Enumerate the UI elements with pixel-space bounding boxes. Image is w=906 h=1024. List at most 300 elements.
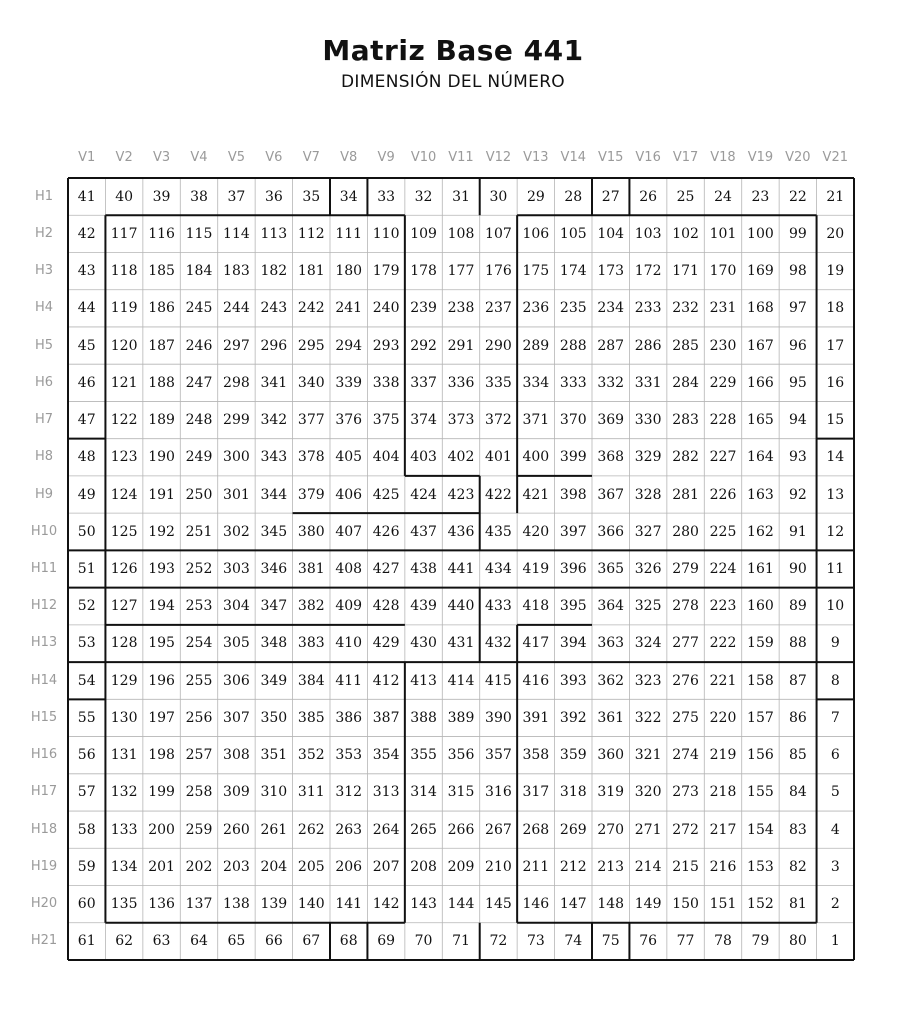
matrix-cell: 353 [335, 747, 363, 764]
matrix-cell: 200 [148, 821, 175, 838]
matrix-cell: 37 [227, 188, 246, 205]
matrix-cell: 373 [447, 412, 475, 429]
column-label: V8 [340, 150, 358, 165]
matrix-cell: 206 [335, 858, 363, 875]
matrix-cell: 215 [672, 858, 699, 875]
matrix-cell: 345 [260, 523, 288, 540]
matrix-cell: 434 [485, 560, 512, 577]
matrix-cell: 14 [826, 449, 845, 466]
matrix-cell: 82 [788, 858, 807, 875]
matrix-cell: 360 [597, 747, 625, 764]
matrix-cell: 150 [672, 896, 699, 913]
matrix-cell: 346 [260, 560, 288, 577]
matrix-cell: 78 [714, 933, 732, 950]
matrix-cell: 118 [110, 263, 138, 280]
matrix-cell: 417 [522, 635, 550, 652]
matrix-cell: 67 [302, 933, 321, 950]
matrix-cell: 328 [634, 486, 662, 503]
row-label: H16 [30, 747, 58, 763]
matrix-cell: 28 [564, 188, 583, 205]
matrix-cell: 177 [447, 263, 475, 280]
matrix-cell: 202 [185, 858, 213, 875]
matrix-cell: 389 [447, 709, 475, 726]
matrix-cell: 421 [522, 486, 550, 503]
matrix-cell: 23 [751, 188, 770, 205]
matrix-cell: 311 [297, 784, 325, 801]
matrix-cell: 263 [335, 821, 363, 838]
matrix-cell: 193 [148, 560, 175, 577]
matrix-cell: 255 [185, 672, 213, 689]
matrix-cell: 18 [826, 300, 845, 317]
matrix-cell: 271 [634, 821, 662, 838]
matrix-cell: 188 [148, 374, 175, 391]
matrix-cell: 406 [335, 486, 363, 503]
matrix-cell: 247 [185, 374, 213, 391]
column-label: V6 [265, 150, 283, 165]
matrix-cell: 66 [264, 933, 283, 950]
matrix-cell: 240 [372, 300, 400, 317]
matrix-cell: 298 [223, 374, 250, 391]
matrix-cell: 212 [559, 858, 587, 875]
matrix-cell: 436 [447, 523, 475, 540]
matrix-cell: 359 [559, 747, 587, 764]
row-label: H6 [34, 374, 54, 390]
matrix-cell: 197 [148, 709, 175, 726]
matrix-cell: 393 [559, 672, 587, 689]
row-label: H18 [30, 821, 58, 837]
matrix-cell: 440 [447, 598, 475, 615]
matrix-cell: 369 [597, 412, 625, 429]
matrix-cell: 407 [335, 523, 363, 540]
matrix-cell: 265 [410, 821, 437, 838]
matrix-cell: 198 [148, 747, 175, 764]
matrix-cell: 16 [826, 374, 845, 391]
matrix-cell: 361 [597, 709, 625, 726]
matrix-cell: 388 [410, 709, 437, 726]
matrix-cell: 83 [788, 821, 807, 838]
matrix-cell: 79 [751, 933, 770, 950]
matrix-cell: 172 [634, 263, 662, 280]
matrix-cell: 159 [747, 635, 774, 652]
matrix-cell: 357 [485, 747, 512, 764]
matrix-cell: 43 [77, 263, 96, 280]
matrix-cell: 284 [672, 374, 699, 391]
matrix-cell: 410 [335, 635, 363, 652]
column-label: V19 [747, 150, 774, 165]
matrix-cell: 401 [485, 449, 512, 466]
matrix-cell: 35 [302, 188, 321, 205]
matrix-cell: 138 [223, 896, 250, 913]
matrix-cell: 106 [522, 225, 550, 242]
matrix-cell: 24 [714, 188, 732, 205]
matrix-cell: 112 [297, 225, 325, 242]
matrix-cell: 86 [788, 709, 807, 726]
matrix-cell: 154 [747, 821, 774, 838]
matrix-cell: 207 [372, 858, 400, 875]
matrix-cell: 8 [830, 672, 840, 689]
matrix-cell: 291 [447, 337, 475, 354]
matrix-cell: 286 [634, 337, 662, 354]
row-label: H4 [34, 300, 54, 316]
matrix-cell: 275 [672, 709, 699, 726]
matrix-cell: 160 [747, 598, 774, 615]
matrix-cell: 203 [223, 858, 250, 875]
matrix-cell: 47 [77, 412, 96, 429]
matrix-cell: 372 [485, 412, 512, 429]
matrix-cell: 124 [110, 486, 138, 503]
matrix-cell: 404 [372, 449, 400, 466]
matrix-cell: 146 [522, 896, 550, 913]
matrix-cell: 288 [559, 337, 587, 354]
matrix-cell: 184 [185, 263, 213, 280]
matrix-cell: 90 [788, 560, 807, 577]
matrix-cell: 371 [522, 412, 550, 429]
page-title: Matriz Base 441 [322, 34, 584, 67]
row-label: H9 [34, 486, 54, 502]
matrix-cell: 180 [335, 263, 363, 280]
matrix-cell: 225 [709, 523, 737, 540]
matrix-cell: 308 [223, 747, 250, 764]
matrix-cell: 145 [485, 896, 512, 913]
matrix-cell: 130 [110, 709, 138, 726]
row-label: H3 [34, 263, 54, 279]
matrix-cell: 354 [372, 747, 400, 764]
matrix-cell: 299 [223, 412, 250, 429]
matrix-cell: 277 [672, 635, 699, 652]
matrix-cell: 194 [148, 598, 175, 615]
matrix-cell: 2 [830, 896, 840, 913]
matrix-cell: 303 [223, 560, 250, 577]
matrix-cell: 162 [747, 523, 774, 540]
matrix-cell: 213 [597, 858, 625, 875]
matrix-cell: 221 [709, 672, 737, 689]
matrix-cell: 260 [223, 821, 250, 838]
matrix-cell: 93 [788, 449, 807, 466]
matrix-cell: 356 [447, 747, 475, 764]
matrix-cell: 217 [709, 821, 737, 838]
matrix-cell: 57 [77, 784, 96, 801]
matrix-cell: 344 [260, 486, 288, 503]
matrix-cell: 283 [672, 412, 699, 429]
matrix-cell: 302 [223, 523, 250, 540]
matrix-cell: 415 [485, 672, 512, 689]
matrix-cell: 384 [297, 672, 325, 689]
matrix-cell: 253 [185, 598, 213, 615]
matrix-cell: 416 [522, 672, 550, 689]
matrix-cell: 73 [526, 933, 545, 950]
matrix-cell: 105 [559, 225, 587, 242]
matrix-cell: 342 [260, 412, 288, 429]
column-label: V1 [78, 150, 96, 165]
matrix-cell: 99 [788, 225, 807, 242]
matrix-cell: 121 [110, 374, 138, 391]
matrix-cell: 48 [77, 449, 96, 466]
matrix-cell: 377 [297, 412, 325, 429]
matrix-cell: 307 [223, 709, 250, 726]
column-label: V18 [710, 150, 736, 165]
matrix-cell: 45 [77, 337, 96, 354]
matrix-cell: 120 [110, 337, 138, 354]
matrix-cell: 233 [634, 300, 662, 317]
matrix-cell: 412 [372, 672, 400, 689]
matrix-cell: 378 [297, 449, 325, 466]
row-label: H11 [30, 561, 58, 576]
matrix-cell: 129 [110, 672, 138, 689]
matrix-cell: 26 [639, 188, 658, 205]
matrix-cell: 149 [634, 896, 662, 913]
matrix-cell: 246 [185, 337, 213, 354]
matrix-cell: 109 [410, 225, 437, 242]
matrix-cell: 65 [227, 933, 246, 950]
matrix-cell: 31 [452, 188, 470, 205]
matrix-cell: 84 [788, 784, 807, 801]
matrix-cell: 383 [297, 635, 325, 652]
matrix-cell: 175 [522, 263, 550, 280]
matrix-cell: 396 [559, 560, 587, 577]
matrix-cell: 437 [410, 523, 437, 540]
matrix-cell: 269 [559, 821, 587, 838]
matrix-cell: 294 [335, 337, 363, 354]
matrix-cell: 19 [826, 263, 845, 280]
matrix-cell: 350 [260, 709, 288, 726]
matrix-cell: 306 [223, 672, 250, 689]
matrix-cell: 20 [826, 225, 845, 242]
matrix-cell: 166 [747, 374, 774, 391]
matrix-cell: 375 [372, 412, 400, 429]
row-label: H8 [34, 449, 54, 465]
matrix-cell: 103 [634, 225, 662, 242]
matrix-cell: 55 [77, 709, 96, 726]
matrix-cell: 289 [522, 337, 550, 354]
matrix-cell: 170 [709, 263, 737, 280]
matrix-cell: 80 [788, 933, 807, 950]
matrix-cell: 226 [709, 486, 737, 503]
matrix-cell: 157 [747, 709, 774, 726]
matrix-cell: 290 [485, 337, 512, 354]
matrix-cell: 223 [709, 598, 737, 615]
matrix-cell: 95 [788, 374, 807, 391]
matrix-cell: 386 [335, 709, 363, 726]
matrix-cell: 134 [110, 858, 138, 875]
matrix-cell: 49 [77, 486, 96, 503]
matrix-cell: 432 [485, 635, 512, 652]
matrix-cell: 379 [297, 486, 325, 503]
matrix-cell: 278 [672, 598, 699, 615]
matrix-cell: 4 [830, 821, 840, 838]
row-label: H20 [30, 896, 58, 912]
matrix-cell: 325 [634, 598, 662, 615]
matrix-cell: 195 [148, 635, 175, 652]
matrix-cell: 282 [672, 449, 699, 466]
matrix-cell: 227 [709, 449, 737, 466]
matrix-cell: 123 [110, 449, 138, 466]
matrix-cell: 408 [335, 560, 363, 577]
matrix-cell: 420 [522, 523, 550, 540]
matrix-cell: 199 [148, 784, 175, 801]
matrix-cell: 239 [410, 300, 437, 317]
matrix-cell: 171 [672, 263, 699, 280]
matrix-cell: 234 [597, 300, 625, 317]
matrix-cell: 1 [830, 933, 840, 950]
matrix-cell: 366 [597, 523, 625, 540]
matrix-cell: 385 [297, 709, 325, 726]
matrix-cell: 33 [377, 188, 396, 205]
matrix-cell: 63 [152, 933, 171, 950]
matrix-cell: 327 [634, 523, 662, 540]
matrix-cell: 305 [223, 635, 250, 652]
matrix-cell: 76 [639, 933, 658, 950]
matrix-cell: 398 [559, 486, 587, 503]
matrix-cell: 382 [297, 598, 325, 615]
matrix-cell: 119 [110, 300, 138, 317]
matrix-cell: 164 [747, 449, 774, 466]
matrix-cell: 117 [110, 225, 138, 242]
row-label: H14 [30, 672, 58, 688]
matrix-cell: 98 [788, 263, 807, 280]
matrix-cell: 54 [77, 672, 96, 689]
matrix-cell: 111 [335, 225, 363, 242]
matrix-cell: 433 [485, 598, 512, 615]
matrix-cell: 267 [485, 821, 512, 838]
matrix-cell: 91 [788, 523, 807, 540]
matrix-cell: 92 [788, 486, 807, 503]
matrix-cell: 142 [372, 896, 400, 913]
matrix-cell: 334 [522, 374, 550, 391]
matrix-cell: 251 [185, 523, 213, 540]
matrix-cell: 279 [672, 560, 699, 577]
matrix-cell: 296 [260, 337, 288, 354]
matrix-cell: 143 [410, 896, 437, 913]
matrix-cell: 287 [597, 337, 625, 354]
matrix-cell: 11 [826, 560, 845, 577]
matrix-cell: 232 [672, 300, 699, 317]
matrix-cell: 363 [597, 635, 625, 652]
matrix-cell: 228 [709, 412, 737, 429]
matrix-cell: 390 [485, 709, 512, 726]
row-label: H2 [34, 225, 54, 241]
matrix-cell: 380 [297, 523, 325, 540]
matrix-cell: 365 [597, 560, 625, 577]
matrix-cell: 367 [597, 486, 625, 503]
matrix-cell: 309 [223, 784, 250, 801]
matrix-cell: 300 [223, 449, 250, 466]
column-label: V14 [560, 150, 586, 165]
matrix-cell: 176 [485, 263, 512, 280]
matrix-cell: 136 [148, 896, 175, 913]
matrix-cell: 413 [410, 672, 437, 689]
matrix-cell: 295 [297, 337, 325, 354]
matrix-cell: 235 [559, 300, 587, 317]
matrix-cell: 439 [410, 598, 437, 615]
matrix-cell: 41 [77, 188, 96, 205]
matrix-cell: 110 [372, 225, 400, 242]
matrix-cell: 425 [372, 486, 400, 503]
matrix-cell: 133 [110, 821, 138, 838]
matrix-cell: 87 [788, 672, 807, 689]
matrix-cell: 46 [77, 374, 96, 391]
matrix-cell: 59 [77, 858, 96, 875]
matrix-cell: 276 [672, 672, 699, 689]
matrix-cell: 17 [826, 337, 845, 354]
matrix-cell: 355 [410, 747, 437, 764]
matrix-cell: 395 [559, 598, 587, 615]
matrix-cell: 230 [709, 337, 737, 354]
matrix-cell: 374 [410, 412, 437, 429]
row-label: H21 [30, 933, 58, 949]
matrix-cell: 185 [148, 263, 175, 280]
matrix-cell: 333 [559, 374, 587, 391]
matrix-cell: 261 [260, 821, 288, 838]
matrix-cell: 264 [372, 821, 400, 838]
matrix-cell: 229 [709, 374, 737, 391]
matrix-cell: 192 [148, 523, 175, 540]
matrix-cell: 174 [559, 263, 587, 280]
matrix-cell: 422 [485, 486, 512, 503]
matrix-cell: 338 [372, 374, 400, 391]
matrix-cell: 280 [672, 523, 699, 540]
column-label: V12 [485, 150, 512, 165]
matrix-cell: 392 [559, 709, 587, 726]
column-label: V15 [597, 150, 624, 165]
column-label: V16 [635, 150, 661, 165]
matrix-cell: 204 [260, 858, 288, 875]
matrix-cell: 317 [522, 784, 550, 801]
matrix-cell: 13 [826, 486, 845, 503]
matrix-cell: 113 [260, 225, 288, 242]
matrix-cell: 335 [485, 374, 512, 391]
matrix-cell: 182 [260, 263, 288, 280]
matrix-cell: 151 [709, 896, 737, 913]
matrix-cell: 68 [339, 933, 358, 950]
matrix-cell: 349 [260, 672, 288, 689]
matrix-cell: 238 [447, 300, 475, 317]
matrix-cell: 250 [185, 486, 213, 503]
column-label: V7 [302, 150, 320, 165]
matrix-cell: 336 [447, 374, 475, 391]
matrix-cell: 3 [830, 858, 840, 875]
matrix-cell: 236 [522, 300, 550, 317]
matrix-cell: 438 [410, 560, 437, 577]
matrix-cell: 163 [747, 486, 774, 503]
column-label: V4 [190, 150, 208, 165]
matrix-cell: 114 [223, 225, 250, 242]
matrix-cell: 39 [152, 188, 171, 205]
matrix-cell: 61 [77, 933, 96, 950]
matrix-cell: 341 [260, 374, 288, 391]
matrix-cell: 64 [190, 933, 208, 950]
matrix-cell: 292 [410, 337, 437, 354]
matrix-cell: 5 [830, 784, 840, 801]
matrix-cell: 362 [597, 672, 625, 689]
matrix-cell: 122 [110, 412, 138, 429]
matrix-cell: 107 [485, 225, 512, 242]
matrix-cell: 352 [297, 747, 325, 764]
matrix-cell: 339 [335, 374, 363, 391]
matrix-cell: 368 [597, 449, 625, 466]
matrix-cell: 323 [634, 672, 662, 689]
matrix-cell: 364 [597, 598, 625, 615]
matrix-cell: 191 [148, 486, 175, 503]
matrix-cell: 409 [335, 598, 363, 615]
matrix-cell: 38 [190, 188, 208, 205]
matrix-cell: 7 [830, 709, 840, 726]
matrix-cell: 435 [485, 523, 512, 540]
matrix-cell: 25 [676, 188, 695, 205]
matrix-cell: 310 [260, 784, 288, 801]
matrix-cell: 257 [185, 747, 213, 764]
row-label: H15 [30, 709, 58, 725]
matrix-cell: 210 [485, 858, 512, 875]
